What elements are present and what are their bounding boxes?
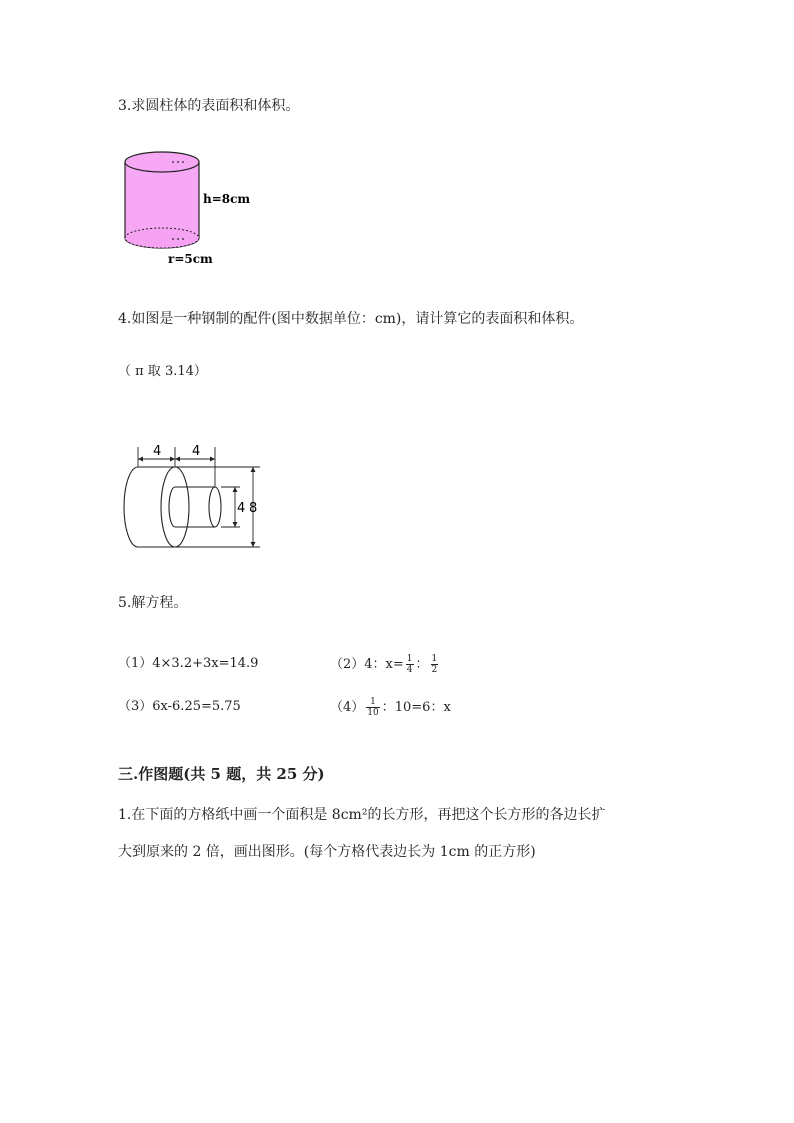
eq3: （3）6x-6.25=5.75 xyxy=(118,699,241,714)
h-label: h=8cm xyxy=(203,192,251,206)
dim-top-left: 4 xyxy=(153,444,162,459)
q3-text: 3.求圆柱体的表面积和体积。 xyxy=(118,98,300,114)
eq1: （1）4×3.2+3x=14.9 xyxy=(118,656,259,671)
eq2-frac1: $\frac{1}{4}$ xyxy=(406,654,413,675)
cylinder-figure xyxy=(110,150,270,270)
q4-pi-note: （ π 取 3.14） xyxy=(118,364,207,379)
eq2: （2）4：x= $\frac{1}{4}$ ： $\frac{1}{2}$ xyxy=(330,654,438,675)
eq4-frac: $\frac{1}{10}$ xyxy=(367,697,379,718)
eq2-frac2: $\frac{1}{2}$ xyxy=(431,654,438,675)
q4-text: 4.如图是一种钢制的配件(图中数据单位：cm)，请计算它的表面积和体积。 xyxy=(118,311,584,327)
dim-inner: 4 xyxy=(237,501,246,516)
section3-q1-line1: 1.在下面的方格纸中画一个面积是 8cm²的长方形，再把这个长方形的各边长扩 xyxy=(118,807,606,823)
section3-heading: 三.作图题(共 5 题，共 25 分) xyxy=(118,765,325,783)
section3-q1-line2: 大到原来的 2 倍，画出图形。(每个方格代表边长为 1cm 的正方形) xyxy=(118,844,536,860)
q5-text: 5.解方程。 xyxy=(118,595,188,611)
eq4: （4） $\frac{1}{10}$ ：10=6：x xyxy=(330,697,451,718)
dim-top-right: 4 xyxy=(192,444,201,459)
dim-outer: 8 xyxy=(249,501,258,516)
r-label: r=5cm xyxy=(168,252,213,266)
steel-part-figure xyxy=(115,435,275,555)
